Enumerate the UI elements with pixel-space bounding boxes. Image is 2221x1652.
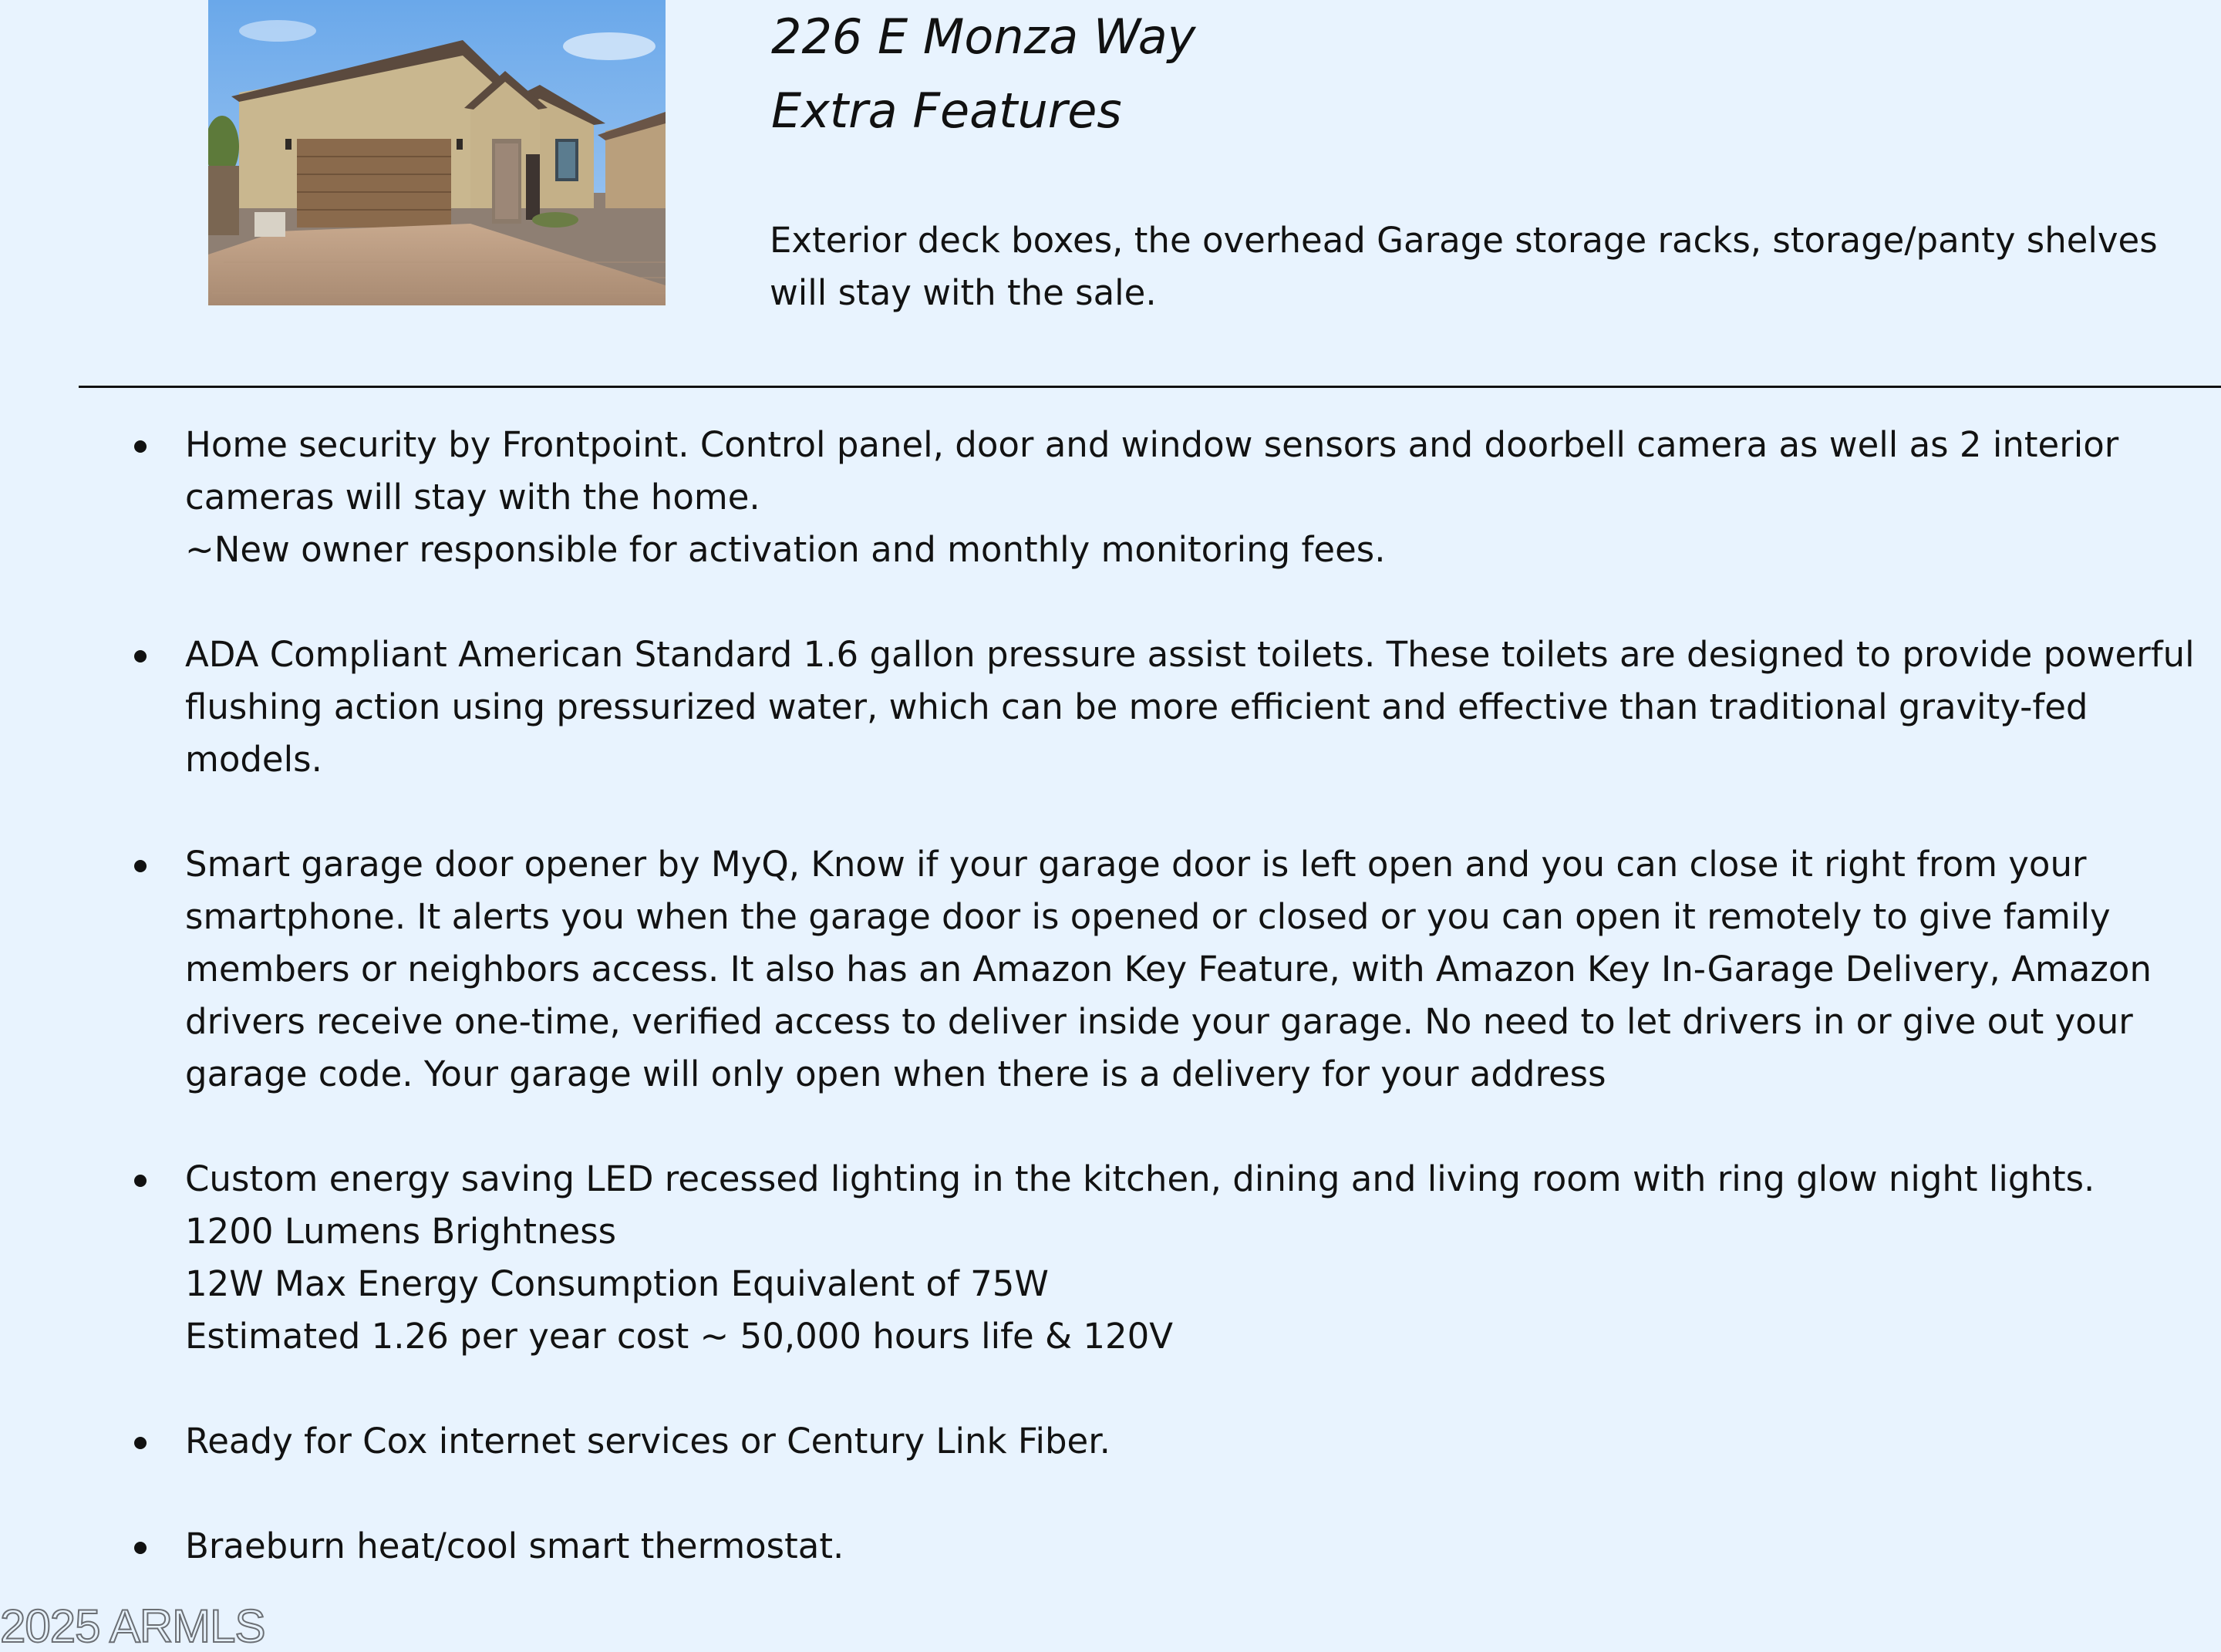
bullet-icon xyxy=(134,650,147,662)
feature-line: Braeburn heat/cool smart thermostat. xyxy=(185,1526,844,1566)
feature-line: Ready for Cox internet services or Century Link Fiber. xyxy=(185,1421,1110,1462)
list-item xyxy=(131,838,2213,1101)
list-item xyxy=(131,1153,2213,1363)
list-item xyxy=(131,419,2213,576)
feature-line: ~New owner responsible for activation and monthly monitoring fees. xyxy=(185,529,1386,570)
feature-line: Home security by Frontpoint. Control panel, door and window sensors and doorbell camera as well as 2 interior cameras will stay with the home. xyxy=(185,424,2119,518)
bullet-icon xyxy=(134,1542,147,1554)
address-title: 226 E Monza Way xyxy=(771,8,1196,65)
divider xyxy=(79,386,2221,388)
bullet-icon xyxy=(134,1175,147,1187)
bullet-icon xyxy=(134,440,147,453)
list-item xyxy=(131,629,2213,786)
feature-line: Estimated 1.26 per year cost ~ 50,000 hours life & 120V xyxy=(185,1316,1174,1357)
feature-line: Custom energy saving LED recessed lighting in the kitchen, dining and living room with ring glow night lights. xyxy=(185,1158,2095,1199)
feature-list xyxy=(131,419,2213,1625)
feature-line: 1200 Lumens Brightness xyxy=(185,1211,617,1252)
house-photo xyxy=(208,0,666,305)
bullet-icon xyxy=(134,1437,147,1449)
feature-line: Smart garage door opener by MyQ, Know if your garage door is left open and you can close it right from your smartphone. It alerts you when the garage door is opened or closed or you can open it remotely to give family members or neighbors access. It also has an Amazon Key Feature, with Amazon Key In-Garage Delivery, Amazon drivers receive one-time, verified access to deliver inside your garage. No need to let drivers in or give out your garage code. Your garage will only open when there is a delivery for your address xyxy=(185,844,2152,1094)
section-subtitle: Extra Features xyxy=(771,83,1122,139)
list-item xyxy=(131,1415,2213,1468)
intro-text: Exterior deck boxes, the overhead Garage storage racks, storage/panty shelves will stay with the sale. xyxy=(770,220,2158,313)
feature-line: ADA Compliant American Standard 1.6 gallon pressure assist toilets. These toilets are designed to provide powerful flushing action using pressurized water, which can be more efficient and effective than traditional gravity-fed models. xyxy=(185,634,2195,780)
feature-line: 12W Max Energy Consumption Equivalent of 75W xyxy=(185,1263,1049,1304)
bullet-icon xyxy=(134,860,147,872)
page-title xyxy=(771,0,1196,148)
copyright-watermark: 2025 ARMLS xyxy=(0,1600,265,1652)
list-item xyxy=(131,1520,2213,1573)
